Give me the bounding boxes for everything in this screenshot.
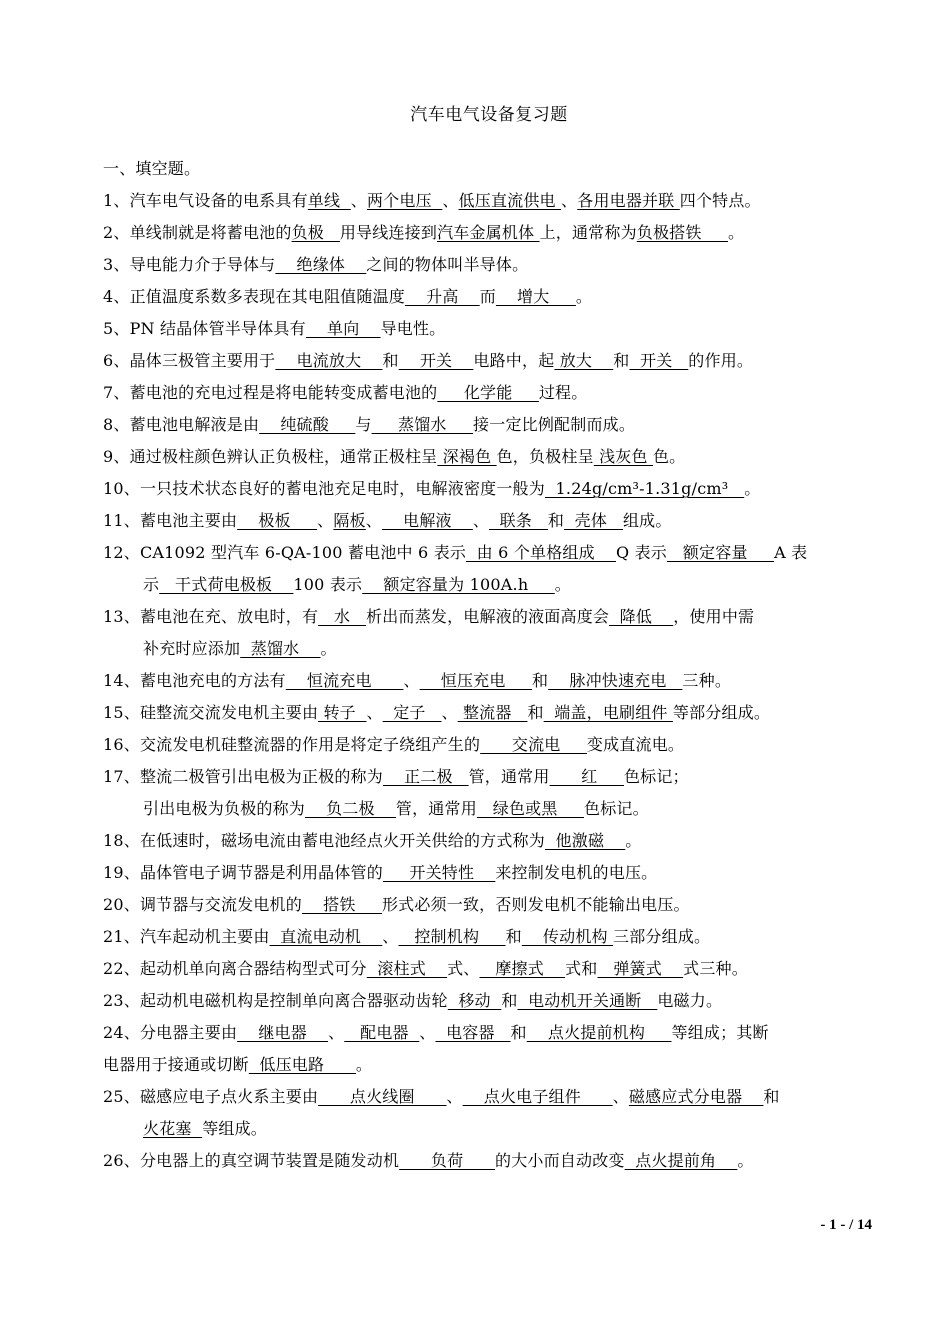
question-line [103,1049,878,1081]
question-line [103,825,878,857]
question-text: 和 [532,671,549,690]
question-text: 11、蓄电池主要由 [103,511,238,530]
question-text: 之间的物体叫半导体。 [366,255,529,274]
question-line [103,697,878,729]
answer-blank: 各用电器并联 [577,191,680,210]
question-text: 示 [143,575,160,594]
question-line [103,345,878,377]
answer-blank: 电流放大 [275,351,383,370]
question-text: 、 [328,1023,345,1042]
question-text: 26、分电器上的真空调节装置是随发动机 [103,1151,400,1170]
answer-blank: 隔板 [333,511,366,530]
answer-blank: 搭铁 [301,895,382,914]
answer-blank: 火花塞 [143,1119,203,1138]
document-title: 汽车电气设备复习题 [410,105,568,125]
answer-blank: 由 6 个单格组成 [466,543,616,562]
answer-blank: 蒸馏水 [240,639,321,658]
answer-blank: 电容器 [435,1023,511,1042]
question-text: 三种。 [682,671,732,690]
question-text: 式和 [565,959,598,978]
answer-blank: 额定容量为 100A.h [362,575,555,594]
answer-blank: 单向 [305,319,381,338]
answer-blank: 恒压充电 [419,671,533,690]
question-text: 色标记。 [584,799,649,818]
question-text: 100 表示 [293,575,363,594]
question-text: 四个特点。 [679,191,761,210]
answer-blank: 点火电子组件 [462,1087,613,1106]
question-text: 4、正值温度系数多表现在其电阻值随温度 [103,287,405,306]
question-text: 。 [728,223,745,242]
question-text: 等部分组成。 [672,703,771,722]
question-text: 。 [625,831,642,850]
question-text: 引出电极为负极的称为 [143,799,306,818]
question-text: 和 [382,351,399,370]
question-text: 和 [505,927,522,946]
answer-blank: 交流电 [480,735,587,754]
question-text: 、 [382,927,399,946]
question-text: 与 [355,415,372,434]
page-number: - 1 - / 14 [820,1217,872,1233]
answer-blank: 1.24g/cm³-1.31g/cm³ [544,479,745,498]
question-text: 16、交流发电机硅整流器的作用是将定子绕组产生的 [103,735,481,754]
answer-blank: 弹簧式 [597,959,684,978]
question-text: 13、蓄电池在充、放电时，有 [103,607,319,626]
answer-blank: 纯硫酸 [259,415,356,434]
answer-blank: 绿色或黑 [476,799,585,818]
question-text: Q 表示 [615,543,667,562]
question-text: 、 [442,191,459,210]
question-text: 色标记； [623,767,689,786]
question-text: 的作用。 [688,351,754,370]
answer-blank: 他激磁 [544,831,626,850]
answer-blank: 开关 [629,351,689,370]
question-text: 电器用于接通或切断 [103,1055,249,1074]
answer-blank: 绝缘体 [275,255,367,274]
question-line [103,985,878,1017]
answer-blank: 摩擦式 [479,959,566,978]
question-text: 、 [472,511,490,530]
answer-blank: 定子 [382,703,442,722]
question-line [103,889,878,921]
question-text: 等组成。 [202,1119,267,1138]
question-text: 色。 [652,447,686,466]
question-line [103,665,878,697]
question-text: 三部分组成。 [613,927,711,946]
question-text: 来控制发电机的电压。 [495,863,658,882]
answer-blank: 红 [549,767,624,786]
question-line [103,1081,878,1113]
answer-blank: 滚柱式 [366,959,448,978]
question-text: 的大小而自动改变 [495,1151,625,1170]
question-text: 1、汽车电气设备的电系具有 [103,191,308,210]
answer-blank: 负极搭铁 [636,223,728,242]
question-text: 析出而蒸发，电解液的液面高度会 [366,607,610,626]
answer-blank: 电动机开关通断 [517,991,658,1010]
answer-blank: 转子 [318,703,367,722]
question-text: 、 [441,703,458,722]
question-line [103,793,878,825]
answer-blank: 两个电压 [366,191,443,210]
question-text: 、 [350,191,367,210]
question-text: 接一定比例配制而成。 [473,415,636,434]
question-text: 、 [612,1087,629,1106]
question-text: 。 [355,1055,373,1074]
question-text: 7、蓄电池的充电过程是将电能转变成蓄电池的 [103,383,438,402]
question-text: 式、 [447,959,480,978]
question-text: 23、起动机电磁机构是控制单向离合器驱动齿轮 [103,991,448,1010]
question-text: 17、整流二极管引出电极为正极的称为 [103,767,383,786]
question-text: 、 [419,1023,436,1042]
question-text: 9、通过极柱颜色辨认正负极柱，通常正极柱呈 [103,447,438,466]
answer-blank: 放大 [554,351,614,370]
question-line [103,1145,878,1177]
question-text: 21、汽车起动机主要由 [103,927,270,946]
question-line [103,761,878,793]
question-text: 。 [575,287,593,306]
question-text: 管，通常用 [468,767,550,786]
question-text: 3、导电能力介于导体与 [103,255,276,274]
question-text: 上，通常称为 [539,223,637,242]
question-text: 组成。 [622,511,672,530]
answer-blank: 汽车金属机体 [437,223,540,242]
question-line [103,249,878,281]
answer-blank: 点火提前机构 [526,1023,672,1042]
answer-blank: 蒸馏水 [371,415,474,434]
question-text: 5、PN 结晶体管半导体具有 [103,319,306,338]
question-text: 色，负极柱呈 [496,447,594,466]
answer-blank: 负极 [291,223,340,242]
question-line [103,857,878,889]
question-text: 22、起动机单向离合器结构型式可分 [103,959,367,978]
question-line [103,441,878,473]
question-text: 12、CA1092 型汽车 6-QA-100 蓄电池中 6 表示 [103,543,467,562]
answer-blank: 整流器 [457,703,528,722]
question-text: 。 [744,479,761,498]
question-text: 和 [547,511,565,530]
question-text: 式三种。 [683,959,748,978]
question-text: 、 [317,511,334,530]
answer-blank: 负二极 [305,799,396,818]
question-text: 和 [527,703,544,722]
question-text: 。 [320,639,337,658]
question-text: 补充时应添加 [143,639,241,658]
question-line [103,409,878,441]
answer-blank: 联条 [489,511,548,530]
answer-blank: 恒流充电 [285,671,404,690]
answer-blank: 开关 [398,351,474,370]
answer-blank: 浅灰色 [593,447,653,466]
answer-blank: 负荷 [399,1151,496,1170]
answer-blank: 正二极 [382,767,469,786]
answer-blank: 升高 [404,287,480,306]
question-text: 24、分电器主要由 [103,1023,238,1042]
answer-blank: 单线 [307,191,351,210]
answer-blank: 磁感应式分电器 [628,1087,764,1106]
question-text: 、 [366,703,383,722]
answer-blank: 水 [318,607,367,626]
question-line [103,633,878,665]
question-text: 19、晶体管电子调节器是利用晶体管的 [103,863,383,882]
question-text: 过程。 [538,383,588,402]
answer-blank: 移动 [447,991,502,1010]
question-line [103,217,878,249]
answer-blank: 继电器 [237,1023,329,1042]
question-text: 和 [510,1023,527,1042]
question-text: 导电性。 [380,319,446,338]
question-text: 。 [737,1151,754,1170]
question-text: ，使用中需 [673,607,755,626]
question-text: 形式必须一致，否则发电机不能输出电压。 [381,895,690,914]
question-text: 。 [554,575,571,594]
question-text: 和 [763,1087,780,1106]
question-line [103,601,878,633]
question-text: 25、磁感应电子点火系主要由 [103,1087,319,1106]
question-line [103,377,878,409]
question-lines [103,185,878,1177]
answer-blank: 电解液 [381,511,473,530]
answer-blank: 壳体 [564,511,623,530]
question-text: 10、一只技术状态良好的蓄电池充足电时，电解液密度一般为 [103,479,545,498]
answer-blank: 直流电动机 [269,927,383,946]
question-text: 而 [479,287,496,306]
question-text: 和 [613,351,630,370]
answer-blank: 干式荷电极板 [159,575,294,594]
answer-blank: 低压电路 [248,1055,356,1074]
question-text: 等组成；其断 [671,1023,769,1042]
question-line [103,537,878,569]
question-text: 和 [501,991,518,1010]
answer-blank: 额定容量 [666,543,775,562]
question-text: 14、蓄电池充电的方法有 [103,671,286,690]
question-line [103,953,878,985]
question-text: 、 [561,191,578,210]
question-text: 6、晶体三极管主要用于 [103,351,276,370]
question-line [103,921,878,953]
exercise-list [103,153,878,1177]
question-line [103,281,878,313]
answer-blank: 点火提前角 [624,1151,738,1170]
question-text: 18、在低速时，磁场电流由蓄电池经点火开关供给的方式称为 [103,831,545,850]
question-text: 20、调节器与交流发电机的 [103,895,302,914]
question-line [103,1113,878,1145]
answer-blank: 化学能 [437,383,539,402]
question-text: 8、蓄电池电解液是由 [103,415,260,434]
question-text: 管，通常用 [395,799,477,818]
question-line [103,505,878,537]
answer-blank: 开关特性 [382,863,496,882]
answer-blank: 增大 [495,287,576,306]
answer-blank: 控制机构 [398,927,506,946]
question-text: 变成直流电。 [586,735,685,754]
question-line [103,569,878,601]
answer-blank: 端盖，电刷组件 [543,703,673,722]
question-line [103,313,878,345]
question-line [103,185,878,217]
answer-blank: 低压直流供电 [458,191,562,210]
question-text: 、 [446,1087,463,1106]
answer-blank: 传动机构 [521,927,614,946]
question-line [103,1017,878,1049]
question-text: 15、硅整流交流发电机主要由 [103,703,319,722]
question-text: 2、单线制就是将蓄电池的 [103,223,292,242]
answer-blank: 脉冲快速充电 [548,671,683,690]
answer-blank: 极板 [237,511,318,530]
question-line [103,473,878,505]
question-text: 、 [365,511,382,530]
answer-blank: 配电器 [344,1023,420,1042]
question-text: A 表 [774,543,808,562]
answer-blank: 点火线圈 [318,1087,447,1106]
question-text: 电磁力。 [657,991,723,1010]
question-text: 用导线连接到 [339,223,438,242]
answer-blank: 降低 [609,607,674,626]
question-text: 、 [403,671,420,690]
question-line [103,729,878,761]
section-heading: 一、填空题。 [103,159,201,178]
answer-blank: 深褐色 [437,447,497,466]
question-text: 电路中，起 [473,351,555,370]
